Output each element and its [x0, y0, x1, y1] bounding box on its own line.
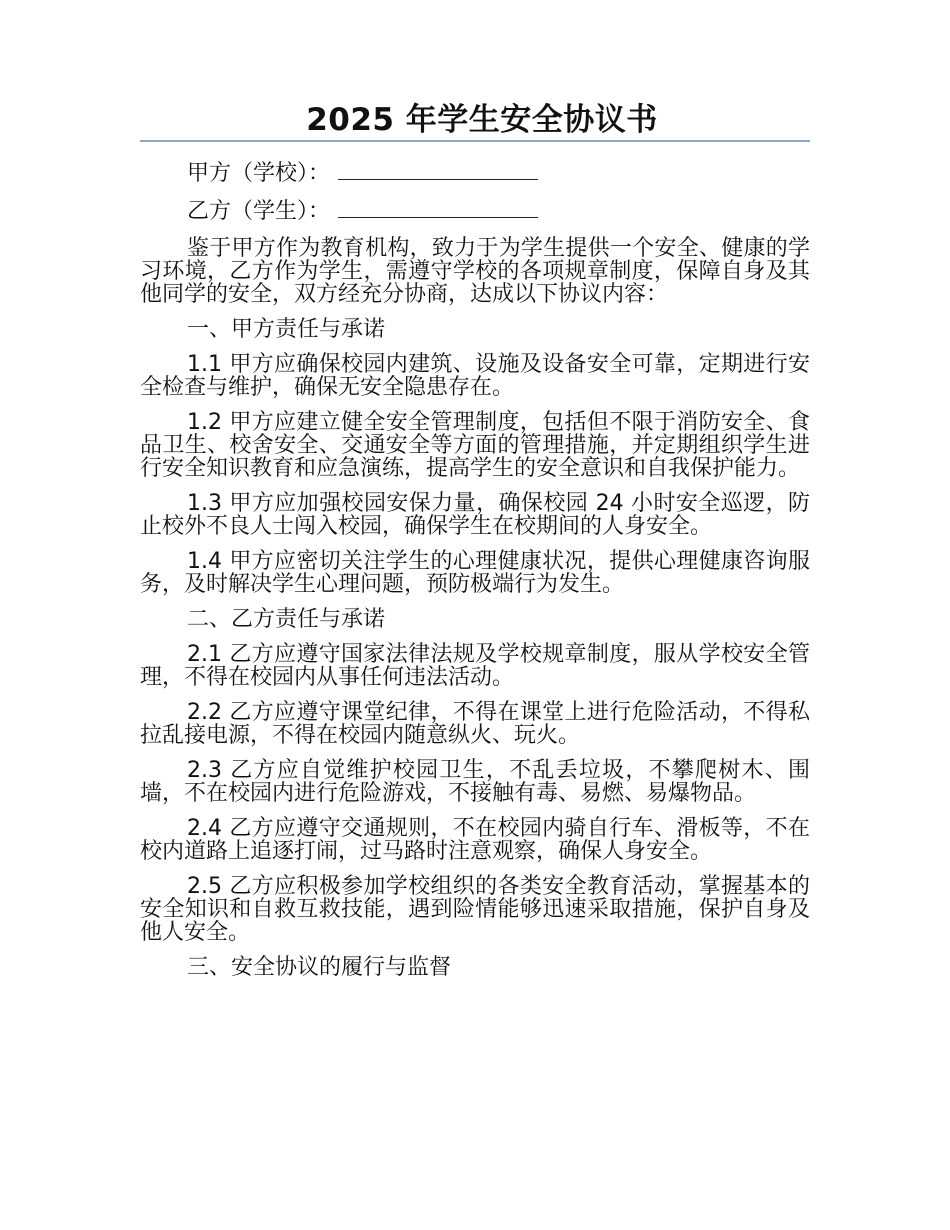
clause-2-4: 2.4 乙方应遵守交通规则，不在校园内骑自行车、滑板等，不在校内道路上追逐打闹，过马路时注意观察，确保人身安全。 [140, 816, 810, 864]
clause-2-5: 2.5 乙方应积极参加学校组织的各类安全教育活动，掌握基本的安全知识和自救互救技能，遇到险情能够迅速采取措施，保护自身及他人安全。 [140, 874, 810, 945]
clause-2-2: 2.2 乙方应遵守课堂纪律，不得在课堂上进行危险活动，不得私拉乱接电源，不得在校园内随意纵火、玩火。 [140, 700, 810, 748]
clause-1-1: 1.1 甲方应确保校园内建筑、设施及设备安全可靠，定期进行安全检查与维护，确保无安全隐患存在。 [140, 352, 810, 400]
clause-1-2: 1.2 甲方应建立健全安全管理制度，包括但不限于消防安全、食品卫生、校舍安全、交通安全等方面的管理措施，并定期组织学生进行安全知识教育和应急演练，提高学生的安全意识和自我保护能力。 [140, 410, 810, 481]
document-body [140, 161, 810, 979]
clause-1-3: 1.3 甲方应加强校园安保力量，确保校园 24 小时安全巡逻，防止校外不良人士闯入校园，确保学生在校期间的人身安全。 [140, 491, 810, 539]
party-b-line [140, 199, 810, 223]
title-underline [140, 140, 810, 142]
party-a-blank [338, 161, 538, 180]
clause-2-3: 2.3 乙方应自觉维护校园卫生，不乱丢垃圾，不攀爬树木、围墙，不在校园内进行危险游戏，不接触有毒、易燃、易爆物品。 [140, 758, 810, 806]
section-heading-supervision: 三、安全协议的履行与监督 [187, 955, 452, 980]
section-heading-party-b: 二、乙方责任与承诺 [187, 607, 386, 632]
party-a-label: 甲方（学校）： [187, 161, 331, 186]
party-b-label: 乙方（学生）： [187, 199, 331, 224]
clause-1-4: 1.4 甲方应密切关注学生的心理健康状况，提供心理健康咨询服务，及时解决学生心理问题，预防极端行为发生。 [140, 549, 810, 597]
section-heading-party-a: 一、甲方责任与承诺 [187, 317, 386, 342]
document-page [140, 100, 810, 991]
intro-paragraph: 鉴于甲方作为教育机构，致力于为学生提供一个安全、健康的学习环境，乙方作为学生，需遵守学校的各项规章制度，保障自身及其他同学的安全，双方经充分协商，达成以下协议内容： [140, 236, 810, 307]
clause-2-1: 2.1 乙方应遵守国家法律法规及学校规章制度，服从学校安全管理，不得在校园内从事任何违法活动。 [140, 642, 810, 690]
document-title: 2025 年学生安全协议书 [306, 102, 658, 138]
party-b-blank [338, 199, 538, 218]
party-a-line [140, 161, 810, 185]
